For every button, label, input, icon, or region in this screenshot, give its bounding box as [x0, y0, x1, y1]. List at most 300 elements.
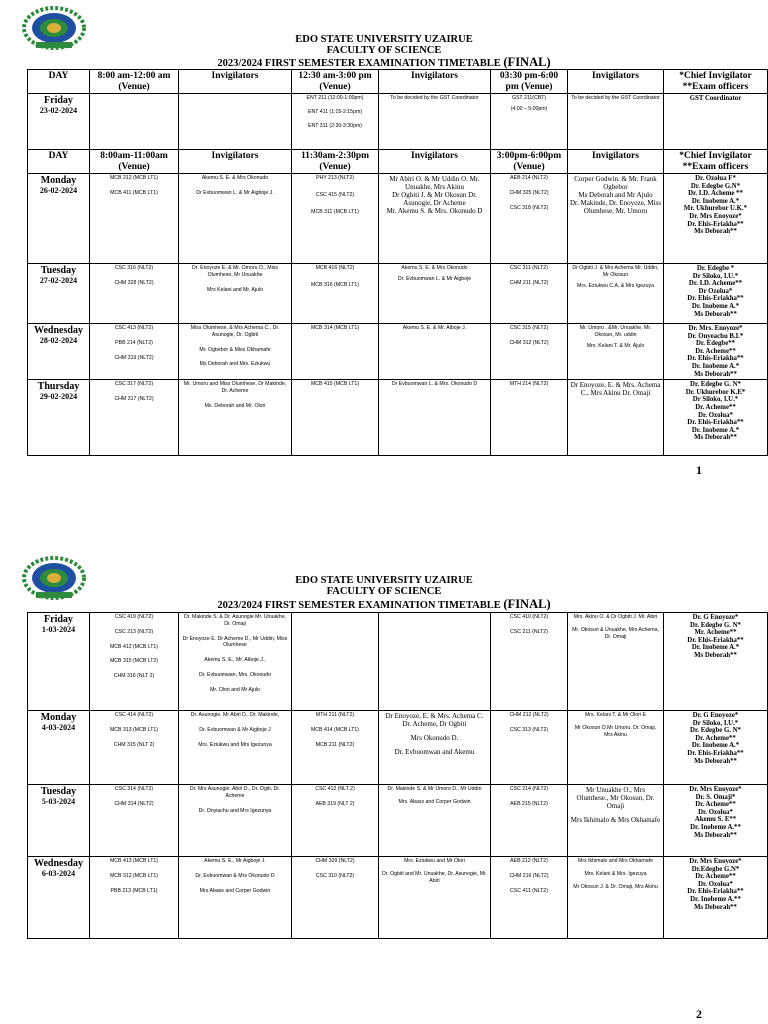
- venue-cell: [90, 174, 179, 264]
- venue-cell: [491, 785, 568, 857]
- venue-cell: [90, 94, 179, 150]
- venue-item: CHM 211 (NLT2): [509, 279, 549, 286]
- chief-invigilator-name: Dr. Acheme**: [695, 403, 736, 411]
- venue-item: CHM 328 (NLT2): [114, 279, 154, 286]
- chief-invigilator-cell: [664, 380, 768, 456]
- invigilators-cell: [568, 613, 664, 711]
- day-date: 28-02-2024: [39, 336, 78, 345]
- invigilators-item-list: [570, 325, 661, 349]
- chief-invigilator-name: Dr. S. Omaji*: [695, 793, 736, 801]
- day-name: Wednesday: [34, 325, 83, 336]
- venue-item: CSC 316 (NLT2): [114, 265, 154, 271]
- venue-item: CSC 318 (NLT2): [509, 204, 549, 211]
- invigilators-item: Dr. Onyiachu and Mrs Igezunya: [198, 807, 272, 814]
- day-cell: [28, 785, 90, 857]
- chief-invigilator-name: Dr. Inobeme A.*: [691, 362, 740, 370]
- day-name: Friday: [44, 614, 73, 625]
- venue-item: PHY 213 (NLT2): [316, 175, 354, 181]
- invigilators-cell: [568, 857, 664, 939]
- timetable-page-1: [0, 0, 768, 500]
- venue-cell: [491, 711, 568, 785]
- chief-invigilator-name-list: [666, 95, 765, 103]
- venue-item-list: [294, 381, 376, 388]
- invigilators-item-list: [181, 265, 289, 293]
- venue-item: CHM 315 (NLT 2): [113, 741, 155, 748]
- chief-invigilator-name: Dr. Ehis-Eriakha**: [687, 749, 744, 757]
- title-text: 2023/2024 FIRST SEMESTER EXAMINATION TIMETABLE: [217, 58, 501, 69]
- invigilators-item-list: [381, 858, 488, 884]
- invigilators-item-list: [570, 858, 661, 890]
- venue-item: MCB 412 (MCB LT1): [109, 643, 159, 650]
- invigilators-item: Dr Evbuomwan L. & Mr Aigboje J.: [196, 189, 274, 196]
- chief-invigilator-name: Dr. Inobeme A.**: [690, 895, 741, 903]
- venue-item-list: [493, 381, 565, 388]
- invigilators-item-list: [181, 712, 289, 748]
- chief-invigilator-name: Dr. Edegbe *: [696, 265, 735, 272]
- venue-item: CSC 317 (NLT2): [114, 381, 154, 388]
- chief-invigilator-name: Dr. Ehis-Eriakha**: [687, 220, 744, 228]
- invigilators-item: To be decided by the GST Coordinator: [390, 95, 479, 101]
- invigilators-cell: [568, 94, 664, 150]
- venue-item: MTH 214 (NLT2): [509, 381, 549, 388]
- venue-cell: [90, 857, 179, 939]
- chief-invigilator-name: Dr Siloko, I.U.*: [692, 272, 739, 280]
- column-header: Invigilators: [179, 70, 292, 94]
- venue-item: CHM 216 (NLT2): [509, 872, 549, 879]
- chief-invigilator-name: Dr Siloko, I.U.*: [692, 396, 739, 404]
- day-cell: [28, 174, 90, 264]
- university-name: EDO STATE UNIVERSITY UZAIRUE: [295, 34, 473, 45]
- chief-invigilator-name: Dr. I.D. Acheme **: [688, 190, 743, 198]
- venue-item: CHM 325 (NLT2): [509, 189, 549, 196]
- chief-invigilator-name: Ms Deborah**: [694, 228, 737, 236]
- timetable-title: [0, 56, 768, 70]
- invigilators-item: Akemu S. E. & Mrs Okonudo: [401, 265, 468, 271]
- invigilators-cell: [379, 264, 491, 324]
- invigilators-item: Mr. Umoru and Miss Olumhese, Dr Makinde, Dr. Acheme: [183, 381, 287, 394]
- chief-invigilator-name: Dr. Edegbe G. N*: [690, 727, 741, 735]
- invigilators-item: Dr. Enoyoze E. & Mr. Omoru O., Miss Olumhese, Mr Unuakhe: [192, 265, 278, 278]
- invigilators-item: Ms Deborah and Mr Ajulo: [578, 191, 653, 199]
- venue-item: ENT 411 (1:15-2:15pm): [307, 108, 362, 115]
- invigilators-item: Dr. Mrs Asunogie. Abiri D., Dr. Ogiti, Dr. Acheme: [189, 786, 281, 799]
- invigilators-item: Corper Godwin. & Mr. Frank Ogbebor: [574, 175, 657, 191]
- chief-invigilator-name: Dr. Mrs Enoyoze*: [689, 858, 742, 865]
- venue-item: CSC 415 (NLT2): [315, 191, 355, 198]
- venue-item-list: [92, 325, 176, 361]
- venue-item: CSC 414 (NLT2): [114, 712, 154, 718]
- chief-invigilator-name: Mr. Ukhurebor U.K.*: [683, 205, 748, 213]
- venue-cell: [90, 264, 179, 324]
- chief-invigilator-name: Dr. Acheme**: [695, 734, 736, 742]
- invigilators-cell: [568, 264, 664, 324]
- venue-cell: [491, 174, 568, 264]
- page-number: 1: [696, 463, 702, 477]
- day-name: Monday: [40, 175, 77, 186]
- venue-item-list: [294, 858, 376, 880]
- venue-item: ENT 211 (12:00-1:00pm): [306, 95, 364, 101]
- day-row: [28, 857, 768, 939]
- day-row: [28, 785, 768, 857]
- chief-invigilator-name: Ms Deborah**: [694, 757, 737, 765]
- invigilators-item-list: [381, 325, 488, 332]
- invigilators-item: Akemu S. E. & Mrs Okonudo: [201, 175, 269, 181]
- invigilators-item: Mrs. Akinu O. & Dr Ogbiti J. Mr. Abiri: [573, 614, 658, 620]
- venue-item: ENT 311 (2:30-3:30pm): [307, 122, 362, 129]
- venue-cell: [491, 94, 568, 150]
- venue-item: MCB 416 (NLT2): [315, 265, 355, 271]
- invigilators-item: Dr. Makinde S. & Mr Umoro D., Mr Uddin: [387, 786, 482, 792]
- chief-invigilator-name: Ms Deborah**: [694, 310, 737, 318]
- venue-cell: [491, 324, 568, 380]
- invigilators-item: Akemu S. E., Mr Aigboje J.: [204, 858, 266, 864]
- chief-invigilator-name-list: [666, 712, 765, 765]
- timetable-table-2: [27, 612, 768, 939]
- day-cell: [28, 94, 90, 150]
- chief-invigilator-name-list: [666, 786, 765, 839]
- invigilators-item: Mrs. Kelani T. & Mr. Ajulo: [586, 342, 645, 349]
- invigilators-item: Dr. Makinde, Dr. Enoyoze, Miss Olumhese, Mr. Umoru: [570, 199, 661, 215]
- column-header: *Chief Invigilator **Exam officers: [664, 150, 768, 174]
- chief-invigilator-name: Dr. Edegbe G. N*: [690, 621, 741, 629]
- invigilators-item: Mr Okosun J. & Dr. Omaji, Mrs Akinu: [573, 883, 658, 890]
- invigilators-item-list: [181, 614, 289, 694]
- invigilators-cell: [379, 324, 491, 380]
- venue-item-list: [493, 95, 565, 113]
- chief-invigilator-cell: [664, 711, 768, 785]
- invigilators-item: Dr Enoyoze, E. & Mrs. Achema C. Dr. Acheme, Dr Ogbiti: [385, 712, 484, 728]
- chief-invigilator-name: Dr. Inobeme A.*: [691, 197, 740, 205]
- invigilators-item-list: [570, 712, 661, 738]
- venue-cell: [491, 613, 568, 711]
- venue-cell: [90, 380, 179, 456]
- venue-item: CSC 413 (NLT2): [114, 325, 154, 331]
- venue-cell: [292, 264, 379, 324]
- invigilators-item-list: [181, 175, 289, 197]
- venue-item-list: [92, 265, 176, 287]
- venue-item: CSC 419 (NLT2): [114, 614, 154, 620]
- venue-item: CHM 317 (NLT2): [114, 395, 154, 402]
- invigilators-item: Mrs. Eziukwu and Mrs Igezunya: [198, 741, 272, 748]
- venue-item-list: [493, 325, 565, 347]
- venue-cell: [90, 613, 179, 711]
- chief-invigilator-cell: [664, 174, 768, 264]
- chief-invigilator-name-list: [666, 614, 765, 660]
- invigilators-item-list: [381, 712, 488, 756]
- venue-item: CHM 312 (NLT2): [509, 339, 549, 346]
- chief-invigilator-name: Dr. Acheme**: [695, 801, 736, 809]
- day-cell: [28, 613, 90, 711]
- invigilators-item: Mrs. Abass and Corper Godwin: [398, 798, 471, 805]
- chief-invigilator-cell: [664, 785, 768, 857]
- invigilators-cell: [568, 785, 664, 857]
- column-header: DAY: [28, 70, 90, 94]
- chief-invigilator-name: Dr. Ehis-Eriakha**: [687, 419, 744, 427]
- chief-invigilator-name: Dr. Inobeme A.*: [691, 426, 740, 434]
- invigilators-item-list: [570, 381, 661, 397]
- invigilators-item: Dr. Evbuomwan and Akemu: [394, 748, 475, 756]
- venue-item-list: [493, 786, 565, 808]
- venue-item: CSC 313 (NLT2): [509, 726, 549, 733]
- day-name: Monday: [40, 712, 77, 723]
- chief-invigilator-name-list: [666, 858, 765, 911]
- chief-invigilator-name: GST Coordinator: [689, 95, 742, 102]
- venue-item-list: [294, 265, 376, 289]
- invigilators-cell: [568, 380, 664, 456]
- venue-item-list: [92, 175, 176, 197]
- invigilators-item: Mr Okosun O.Mr Umoru, Dr. Omaji, Mrs Akinu: [574, 724, 657, 738]
- venue-item: MCB 411 (MCB LT1): [110, 189, 158, 196]
- chief-invigilator-name: Dr Siloko, I.U.*: [692, 719, 739, 727]
- chief-invigilator-name: Dr. Acheme**: [695, 347, 736, 355]
- day-date: 27-02-2024: [39, 276, 78, 285]
- chief-invigilator-name: Dr. Ehis-Eriakha**: [687, 295, 744, 303]
- invigilators-item: To be decided by the GST Coordinator: [571, 95, 660, 101]
- venue-item: CSC 311 (NLT2): [510, 265, 548, 271]
- timetable-page-2: [0, 520, 768, 1024]
- chief-invigilator-cell: [664, 94, 768, 150]
- invigilators-cell: [179, 785, 292, 857]
- faculty-name: FACULTY OF SCIENCE: [326, 586, 442, 597]
- invigilators-item: Akemu S. E., Mr. Aiboje J.,: [204, 657, 266, 664]
- venue-item: CHM 329 (NLT2): [315, 858, 355, 864]
- day-name: Tuesday: [40, 265, 77, 276]
- venue-item: AEB 212 (NLT2): [510, 858, 548, 864]
- chief-invigilator-name: Dr. Edegbe G. N*: [690, 381, 741, 389]
- invigilators-cell: [179, 613, 292, 711]
- venue-item-list: [294, 95, 376, 129]
- venue-cell: [90, 785, 179, 857]
- invigilators-cell: [568, 711, 664, 785]
- invigilators-cell: [568, 324, 664, 380]
- day-row: [28, 174, 768, 264]
- venue-item: CSC 214 (NLT2): [509, 786, 549, 792]
- invigilators-item: Mrs. Kelani & Mrs. Igezuya: [584, 870, 647, 877]
- day-cell: [28, 264, 90, 324]
- chief-invigilator-name: Mr. Acheme**: [694, 629, 737, 637]
- chief-invigilator-name: Dr. I.D. Acheme**: [688, 280, 743, 288]
- column-header: 8:00 am-12:00 am (Venue): [90, 70, 179, 94]
- venue-item: CSC 315 (NLT2): [509, 325, 549, 331]
- venue-item: MCB 212 (MCB LT1): [109, 175, 159, 181]
- venue-item-list: [294, 175, 376, 215]
- invigilators-item-list: [381, 175, 488, 215]
- invigilators-item: Dr. Evbuomwan, Mrs. Okonudo: [198, 671, 272, 678]
- chief-invigilator-name: Ms Deborah**: [694, 651, 737, 659]
- chief-invigilator-name: Dr. Mrs Enoyoze*: [689, 786, 742, 793]
- invigilators-item: Ms. Deborah and Mr. Olori: [204, 402, 266, 409]
- page-number: 2: [696, 1007, 702, 1021]
- venue-item: MCB 312 (MCB LT1): [109, 872, 159, 879]
- day-date: 1-03-2024: [41, 625, 76, 634]
- venue-item-list: [92, 712, 176, 748]
- invigilators-cell: [179, 174, 292, 264]
- invigilators-item-list: [181, 381, 289, 409]
- venue-item-list: [493, 614, 565, 636]
- title-text: 2023/2024 FIRST SEMESTER EXAMINATION TIMETABLE: [217, 600, 501, 611]
- chief-invigilator-name: Dr. Edegbe**: [695, 340, 736, 348]
- day-row: [28, 711, 768, 785]
- venue-item: MCB 313 (MCB LT1): [109, 726, 159, 733]
- day-date: 4-03-2024: [41, 723, 76, 732]
- invigilators-item: Mr Unuakhe O., Mrs Olumhese., Mr Okosun, Dr. Omaji: [576, 786, 655, 810]
- venue-cell: [292, 785, 379, 857]
- final-label: (FINAL): [503, 55, 551, 69]
- invigilators-item: Mrs Abass and Corper Godwin: [199, 887, 271, 894]
- column-header: 3:00pm-6:00pm (Venue): [491, 150, 568, 174]
- invigilators-item: Ms Deborah and Mrs. Eziukwu: [199, 361, 271, 368]
- chief-invigilator-cell: [664, 264, 768, 324]
- day-name: Friday: [44, 95, 73, 106]
- venue-item: CSC 412 (NLT 2): [315, 786, 355, 792]
- chief-invigilator-name: Dr. Ehis-Eriakha**: [687, 636, 744, 644]
- venue-cell: [292, 613, 379, 711]
- venue-item: MCB 314 (MCB LT1): [310, 325, 360, 331]
- venue-item: MCB 316 (MCB LT1): [310, 281, 360, 288]
- column-header: 11:30am-2:30pm (Venue): [292, 150, 379, 174]
- day-cell: [28, 380, 90, 456]
- venue-item-list: [92, 786, 176, 808]
- column-header: 12:30 am-3:00 pm (Venue): [292, 70, 379, 94]
- venue-item: MCB 211 (NLT2): [315, 741, 355, 748]
- invigilators-item: Dr Enoyoze, E. & Mrs. Achema C., Mrs Akinu Dr. Omaji: [570, 381, 661, 398]
- chief-invigilator-name: Dr. Edegbe G.N*: [690, 182, 741, 190]
- invigilators-cell: [379, 613, 491, 711]
- invigilators-cell: [379, 174, 491, 264]
- venue-cell: [292, 711, 379, 785]
- venue-item-list: [493, 858, 565, 894]
- chief-invigilator-name: Dr. Inobeme A.**: [690, 823, 741, 831]
- column-header: Invigilators: [568, 150, 664, 174]
- invigilators-cell: [379, 857, 491, 939]
- day-row: [28, 264, 768, 324]
- timetable-table-1: [27, 69, 768, 456]
- chief-invigilator-name-list: [666, 175, 765, 236]
- column-header: Invigilators: [568, 70, 664, 94]
- invigilators-cell: [379, 94, 491, 150]
- day-date: 26-02-2024: [39, 186, 78, 195]
- invigilators-cell: [568, 174, 664, 264]
- venue-item-list: [493, 712, 565, 734]
- chief-invigilator-name: Dr. Ozolua*: [698, 411, 733, 419]
- column-header: DAY: [28, 150, 90, 174]
- invigilators-item: Mrs Ikhimalo & Mrs Okhamafe: [570, 816, 661, 824]
- venue-item-list: [294, 712, 376, 748]
- column-header: 03:30 pm-6:00 pm (Venue): [491, 70, 568, 94]
- day-date: 6-03-2024: [41, 869, 76, 878]
- invigilators-item: Mr. Ogbebor & Miss Okhamafe: [199, 346, 271, 353]
- invigilators-item-list: [570, 786, 661, 824]
- venue-item: MCB 414 (MCB LT1): [310, 726, 360, 733]
- invigilators-cell: [179, 857, 292, 939]
- venue-cell: [491, 380, 568, 456]
- invigilators-item: Mrs Okonudo D.: [410, 734, 459, 742]
- day-name: Thursday: [37, 381, 80, 393]
- university-name: EDO STATE UNIVERSITY UZAIRUE: [295, 575, 473, 586]
- header-row: [28, 70, 768, 94]
- invigilators-item: Akemu S. E. & Mr. Aiboje J.: [402, 325, 467, 331]
- venue-item: CSC 310 (NLT2): [315, 872, 355, 879]
- venue-item: MCB 413 (MCB LT1): [109, 858, 159, 864]
- invigilators-item: Dr Ogbiti J. & Mrs Achema Mr. Uddin, Mr Okosun: [572, 265, 659, 278]
- invigilators-item: Mr. Umoru , &Mr. Unuakhe, Mr. Okosun, Mr. uddin: [579, 325, 652, 338]
- invigilators-item: Dr. Evbuomwan L. & Mr Aigboje: [397, 275, 472, 282]
- venue-cell: [292, 174, 379, 264]
- invigilators-cell: [179, 711, 292, 785]
- chief-invigilator-name-list: [666, 325, 765, 378]
- invigilators-cell: [179, 324, 292, 380]
- chief-invigilator-cell: [664, 613, 768, 711]
- invigilators-item: Mr. Okosun & Unuakhe, Mrs Achema, Dr. Omaji: [572, 626, 659, 640]
- chief-invigilator-name: Dr. G Enoyoze*: [692, 614, 739, 621]
- venue-item: CSC 314 (NLT2): [114, 786, 154, 792]
- chief-invigilator-name: Dr. Ozolua*: [698, 880, 733, 888]
- venue-item-list: [92, 381, 176, 403]
- invigilators-item-list: [570, 175, 661, 215]
- invigilators-item: Mrs Kelani and Mr. Ajulo: [207, 286, 263, 293]
- venue-cell: [491, 857, 568, 939]
- day-date: 29-02-2024: [39, 392, 78, 402]
- invigilators-cell: [179, 380, 292, 456]
- venue-item: PBB 213 (MCB LT1): [110, 887, 158, 894]
- invigilators-item: Mrs. Eziukwu C.A. & Mrs Igezuya: [577, 282, 654, 289]
- day-row: [28, 613, 768, 711]
- invigilators-item-list: [181, 786, 289, 814]
- chief-invigilator-name: Dr. Ehis-Eriakha**: [687, 888, 744, 896]
- chief-invigilator-name: Dr. Ukhurebor K.E*: [685, 388, 746, 396]
- venue-item-list: [92, 858, 176, 894]
- venue-item: AEB 319 (NLT 2): [315, 800, 355, 807]
- venue-cell: [292, 857, 379, 939]
- invigilators-item-list: [381, 381, 488, 388]
- chief-invigilator-name: Ms Deborah**: [694, 831, 737, 839]
- invigilators-cell: [179, 94, 292, 150]
- chief-invigilator-name: Dr. Onyeachu B.I.*: [687, 332, 744, 340]
- chief-invigilator-name-list: [666, 381, 765, 442]
- invigilators-item: Dr Evbuomwan L. & Mrs. Okonudo D: [391, 381, 478, 388]
- venue-cell: [292, 94, 379, 150]
- invigilators-item: Dr. Asunogie. Mr Abiri D., Dr. Makinde,: [190, 712, 280, 718]
- column-header: *Chief Invigilator **Exam officers: [664, 70, 768, 94]
- invigilators-cell: [379, 380, 491, 456]
- invigilators-item: Mr. Olori and Mr Ajulo: [210, 686, 260, 693]
- invigilators-item-list: [570, 265, 661, 289]
- venue-item: MCB 311 (MCB LT1): [311, 208, 359, 215]
- invigilators-item: Dr Enoyoze E. Dr Acheme D., Mr Uddin, Miss Olumhese: [182, 635, 288, 649]
- invigilators-item-list: [181, 325, 289, 368]
- chief-invigilator-name: Akemu S. E**: [694, 816, 737, 824]
- chief-invigilator-name: Dr.Edegbe G.N*: [691, 865, 740, 873]
- chief-invigilator-name-list: [666, 265, 765, 318]
- venue-item: GST 211(CBT): [511, 95, 547, 101]
- venue-item: CSC 213 (NLT2): [114, 628, 154, 635]
- invigilators-item-list: [381, 265, 488, 283]
- day-cell: [28, 711, 90, 785]
- chief-invigilator-name: Dr. Ehis-Eriakha**: [687, 355, 744, 363]
- invigilators-cell: [379, 785, 491, 857]
- day-row: [28, 324, 768, 380]
- chief-invigilator-name: Dr. Acheme**: [695, 873, 736, 881]
- column-header: 8:00am-11:00am (Venue): [90, 150, 179, 174]
- venue-item: MCB 415 (MCB LT1): [310, 381, 360, 388]
- venue-cell: [292, 380, 379, 456]
- invigilators-cell: [379, 711, 491, 785]
- chief-invigilator-name: Dr. Inobeme A.*: [691, 742, 740, 750]
- day-name: Wednesday: [34, 858, 83, 869]
- chief-invigilator-name: Dr. Mrs. Enoyoze*: [688, 325, 743, 332]
- venue-item: MTH 211 (NLT2): [315, 712, 355, 718]
- timetable-title: [0, 598, 768, 612]
